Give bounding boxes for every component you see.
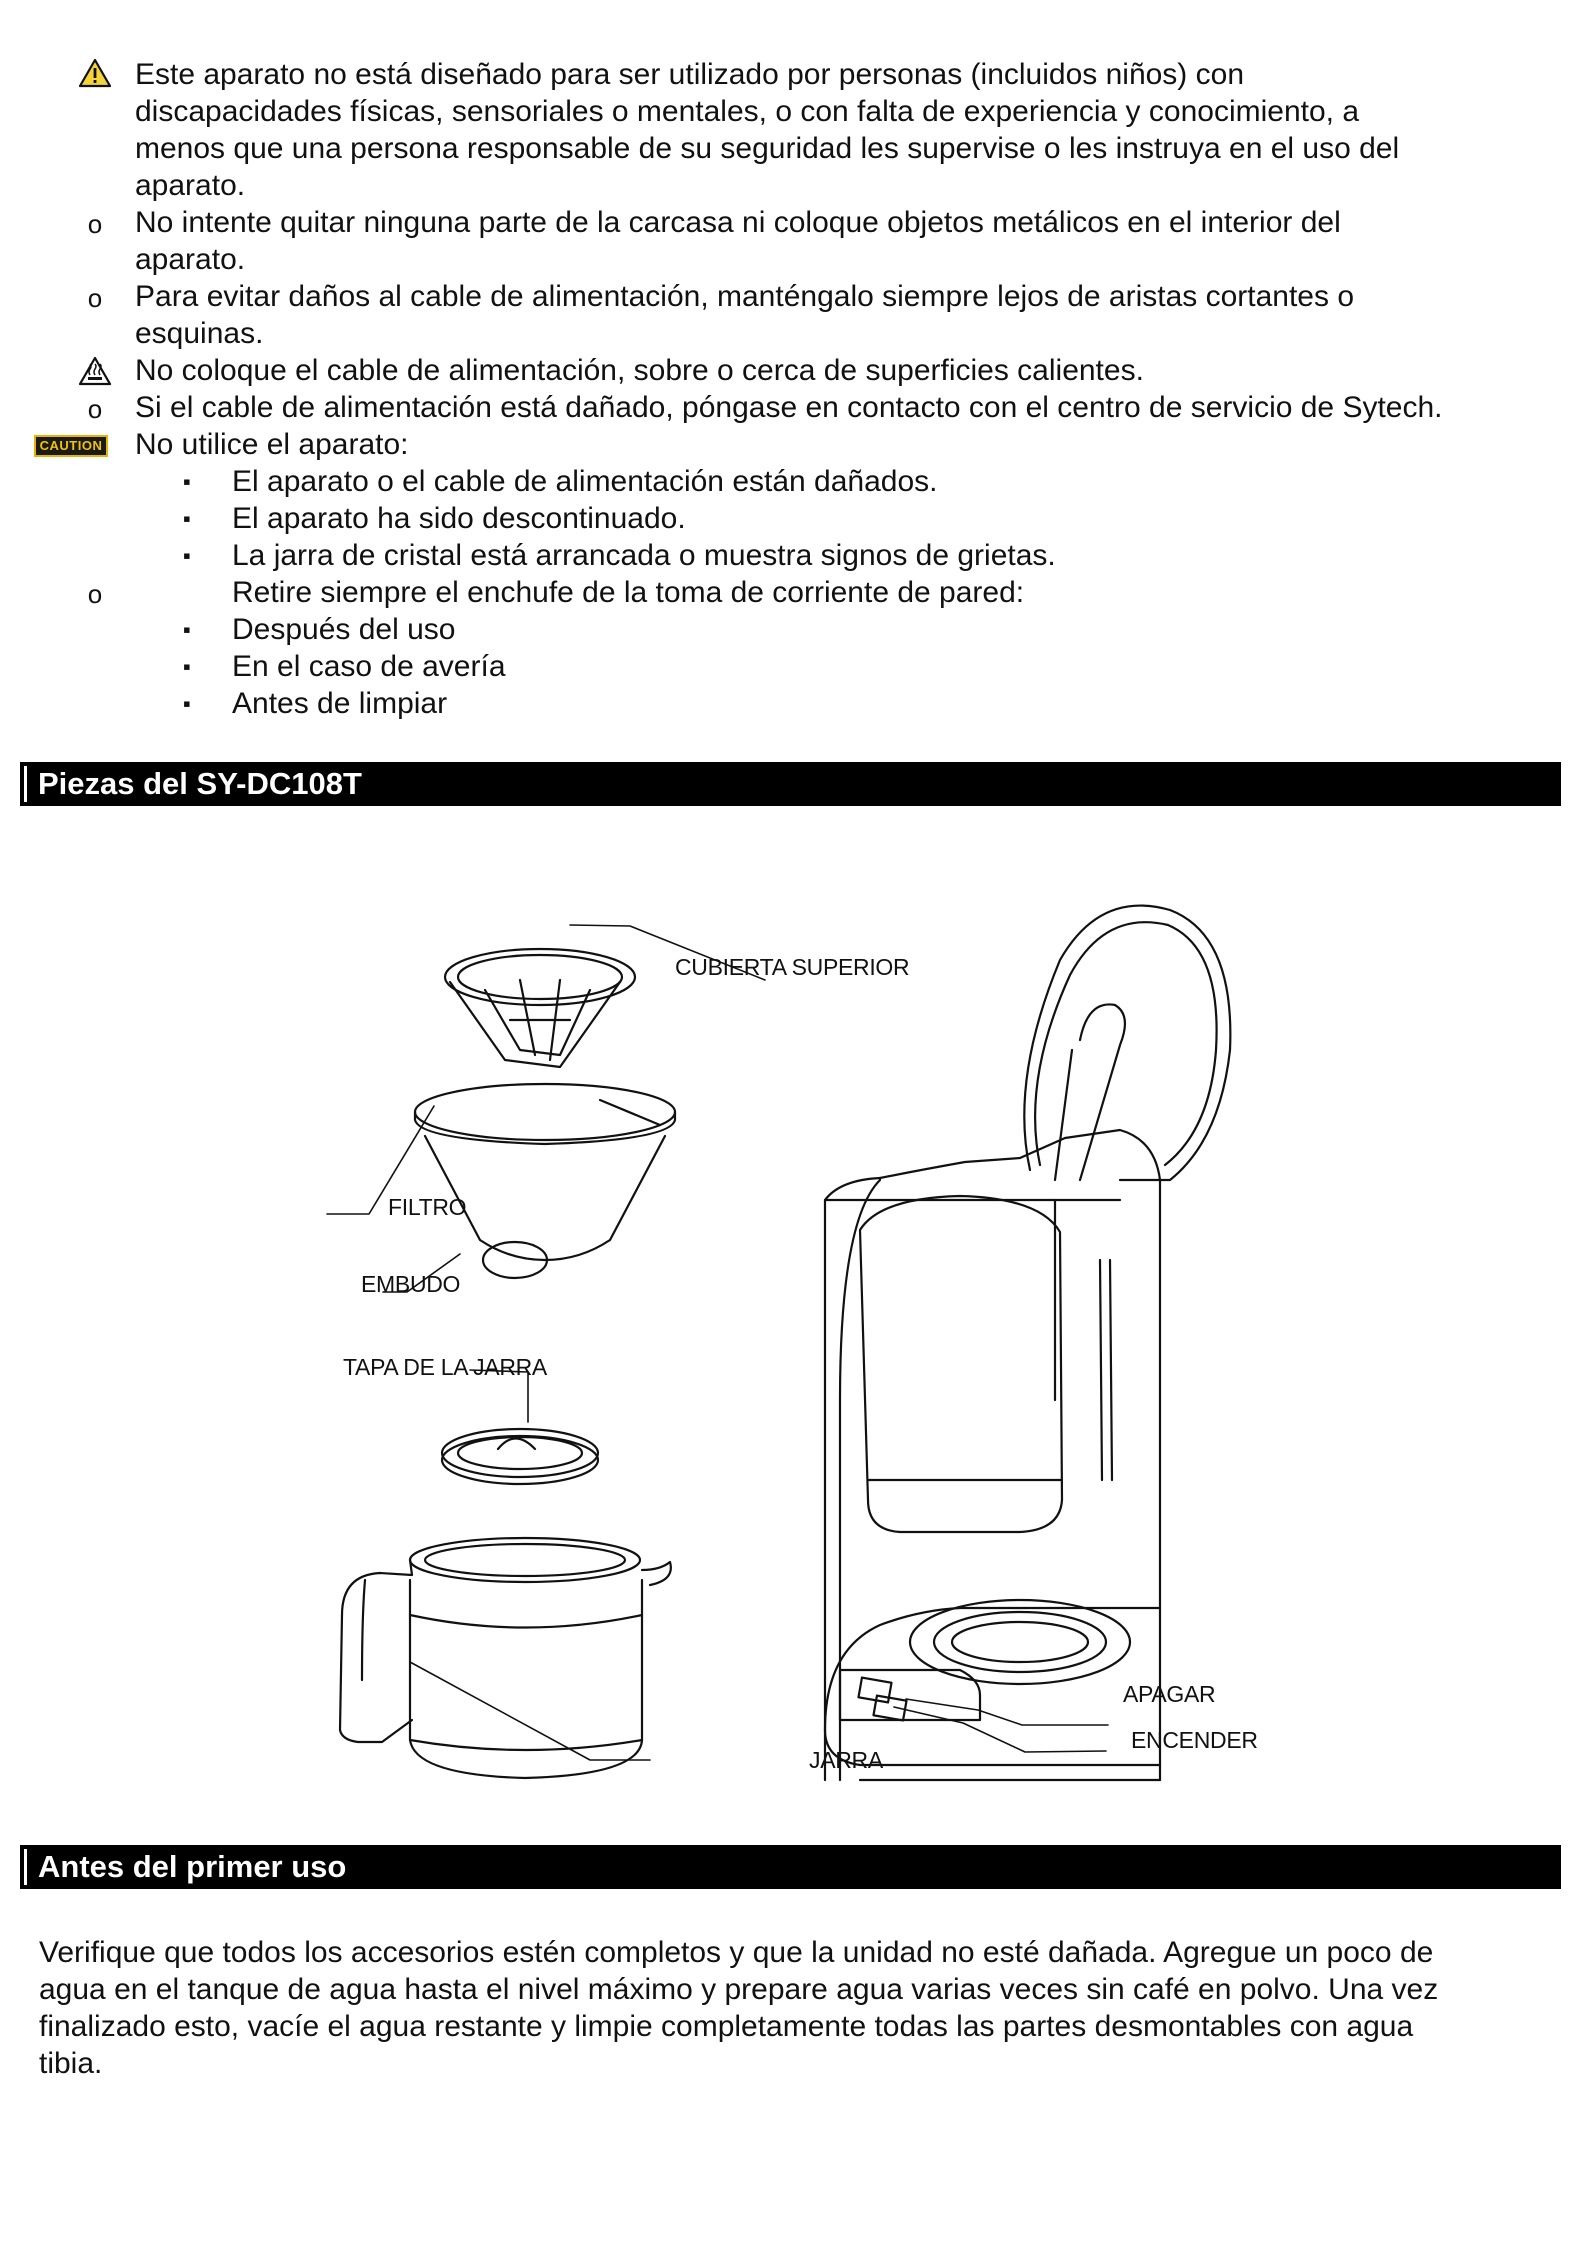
square-bullet: ▪ [183,506,191,531]
square-bullet: ▪ [183,654,191,679]
coffee-maker-illustration [320,880,1260,1790]
safety-item-1-line-3: menos que una persona responsable de su seguridad les supervise o les instruya en el uso del [135,132,1400,165]
safety-item-5: Si el cable de alimentación está dañado, póngase en contacto con el centro de servicio de Sytech. [135,391,1443,424]
leader-lines [327,925,1108,1760]
paragraph-line: agua en el tanque de agua hasta el nivel máximo y prepare agua varias veces sin café en polvo. Una vez [39,1973,1439,2006]
paragraph-line: Verifique que todos los accesorios estén completos y que la unidad no esté dañada. Agregue un poco de [39,1936,1434,1969]
section-header-edge [24,1849,27,1885]
circle-bullet: o [87,394,103,424]
coffee-maker-body [825,906,1230,1780]
safety-item-7: Retire siempre el enchufe de la toma de corriente de pared: [232,576,1025,609]
safety-subitem: La jarra de cristal está arrancada o muestra signos de grietas. [232,539,1056,572]
paragraph-line: tibia. [39,2047,103,2080]
safety-item-4: No coloque el cable de alimentación, sobre o cerca de superficies calientes. [135,354,1144,387]
circle-bullet: o [87,283,103,313]
safety-item-3-line-2: esquinas. [135,317,264,350]
section-header-first-use [20,1845,1561,1889]
square-bullet: ▪ [183,691,191,716]
safety-item-2-line-2: aparato. [135,243,246,276]
jar-drawing [340,1538,671,1778]
paragraph-line: finalizado esto, vacíe el agua restante y limpie completamente todas las partes desmontables con agua [39,2010,1414,2043]
label-jar-lid: TAPA DE LA JARRA [343,1354,547,1380]
square-bullet: ▪ [183,617,191,642]
safety-item-1-line-4: aparato. [135,169,246,202]
safety-subitem: Antes de limpiar [232,687,448,720]
safety-item-1-line-1: Este aparato no está diseñado para ser utilizado por personas (incluidos niños) con [135,58,1245,91]
safety-item-3-line-1: Para evitar daños al cable de alimentación, manténgalo siempre lejos de aristas cortantes o [135,280,1355,313]
safety-subitem: En el caso de avería [232,650,506,683]
funnel-drawing [415,1084,675,1278]
safety-item-1-line-2: discapacidades físicas, sensoriales o mentales, o con falta de experiencia y conocimiento, a [135,95,1360,128]
warning-triangle-icon [78,58,112,88]
hot-surface-warning-icon [78,356,112,386]
square-bullet: ▪ [183,469,191,494]
section-title: Piezas del SY-DC108T [38,766,362,801]
circle-bullet: o [87,579,103,609]
label-top-cover: CUBIERTA SUPERIOR [675,954,910,980]
square-bullet: ▪ [183,543,191,568]
jar-lid-drawing [442,1429,598,1484]
label-on: ENCENDER [1131,1727,1258,1753]
section-header-parts [20,762,1561,806]
label-jar: JARRA [809,1747,883,1773]
caution-label-icon: CAUTION [34,435,108,457]
first-use-paragraph [39,1934,1554,2082]
circle-bullet: o [87,209,103,239]
coffee-maker-parts-diagram [320,880,1260,1790]
section-header-edge [24,766,27,802]
safety-item-2-line-1: No intente quitar ninguna parte de la carcasa ni coloque objetos metálicos en el interior del [135,206,1341,239]
safety-subitem: El aparato o el cable de alimentación están dañados. [232,465,938,498]
section-title: Antes del primer uso [38,1849,347,1884]
label-funnel: EMBUDO [361,1271,461,1297]
safety-item-6: No utilice el aparato: [135,428,409,461]
filter-drawing [445,949,635,1067]
label-filter: FILTRO [388,1194,467,1220]
label-off: APAGAR [1123,1681,1216,1707]
safety-subitem: El aparato ha sido descontinuado. [232,502,686,535]
safety-subitem: Después del uso [232,613,456,646]
